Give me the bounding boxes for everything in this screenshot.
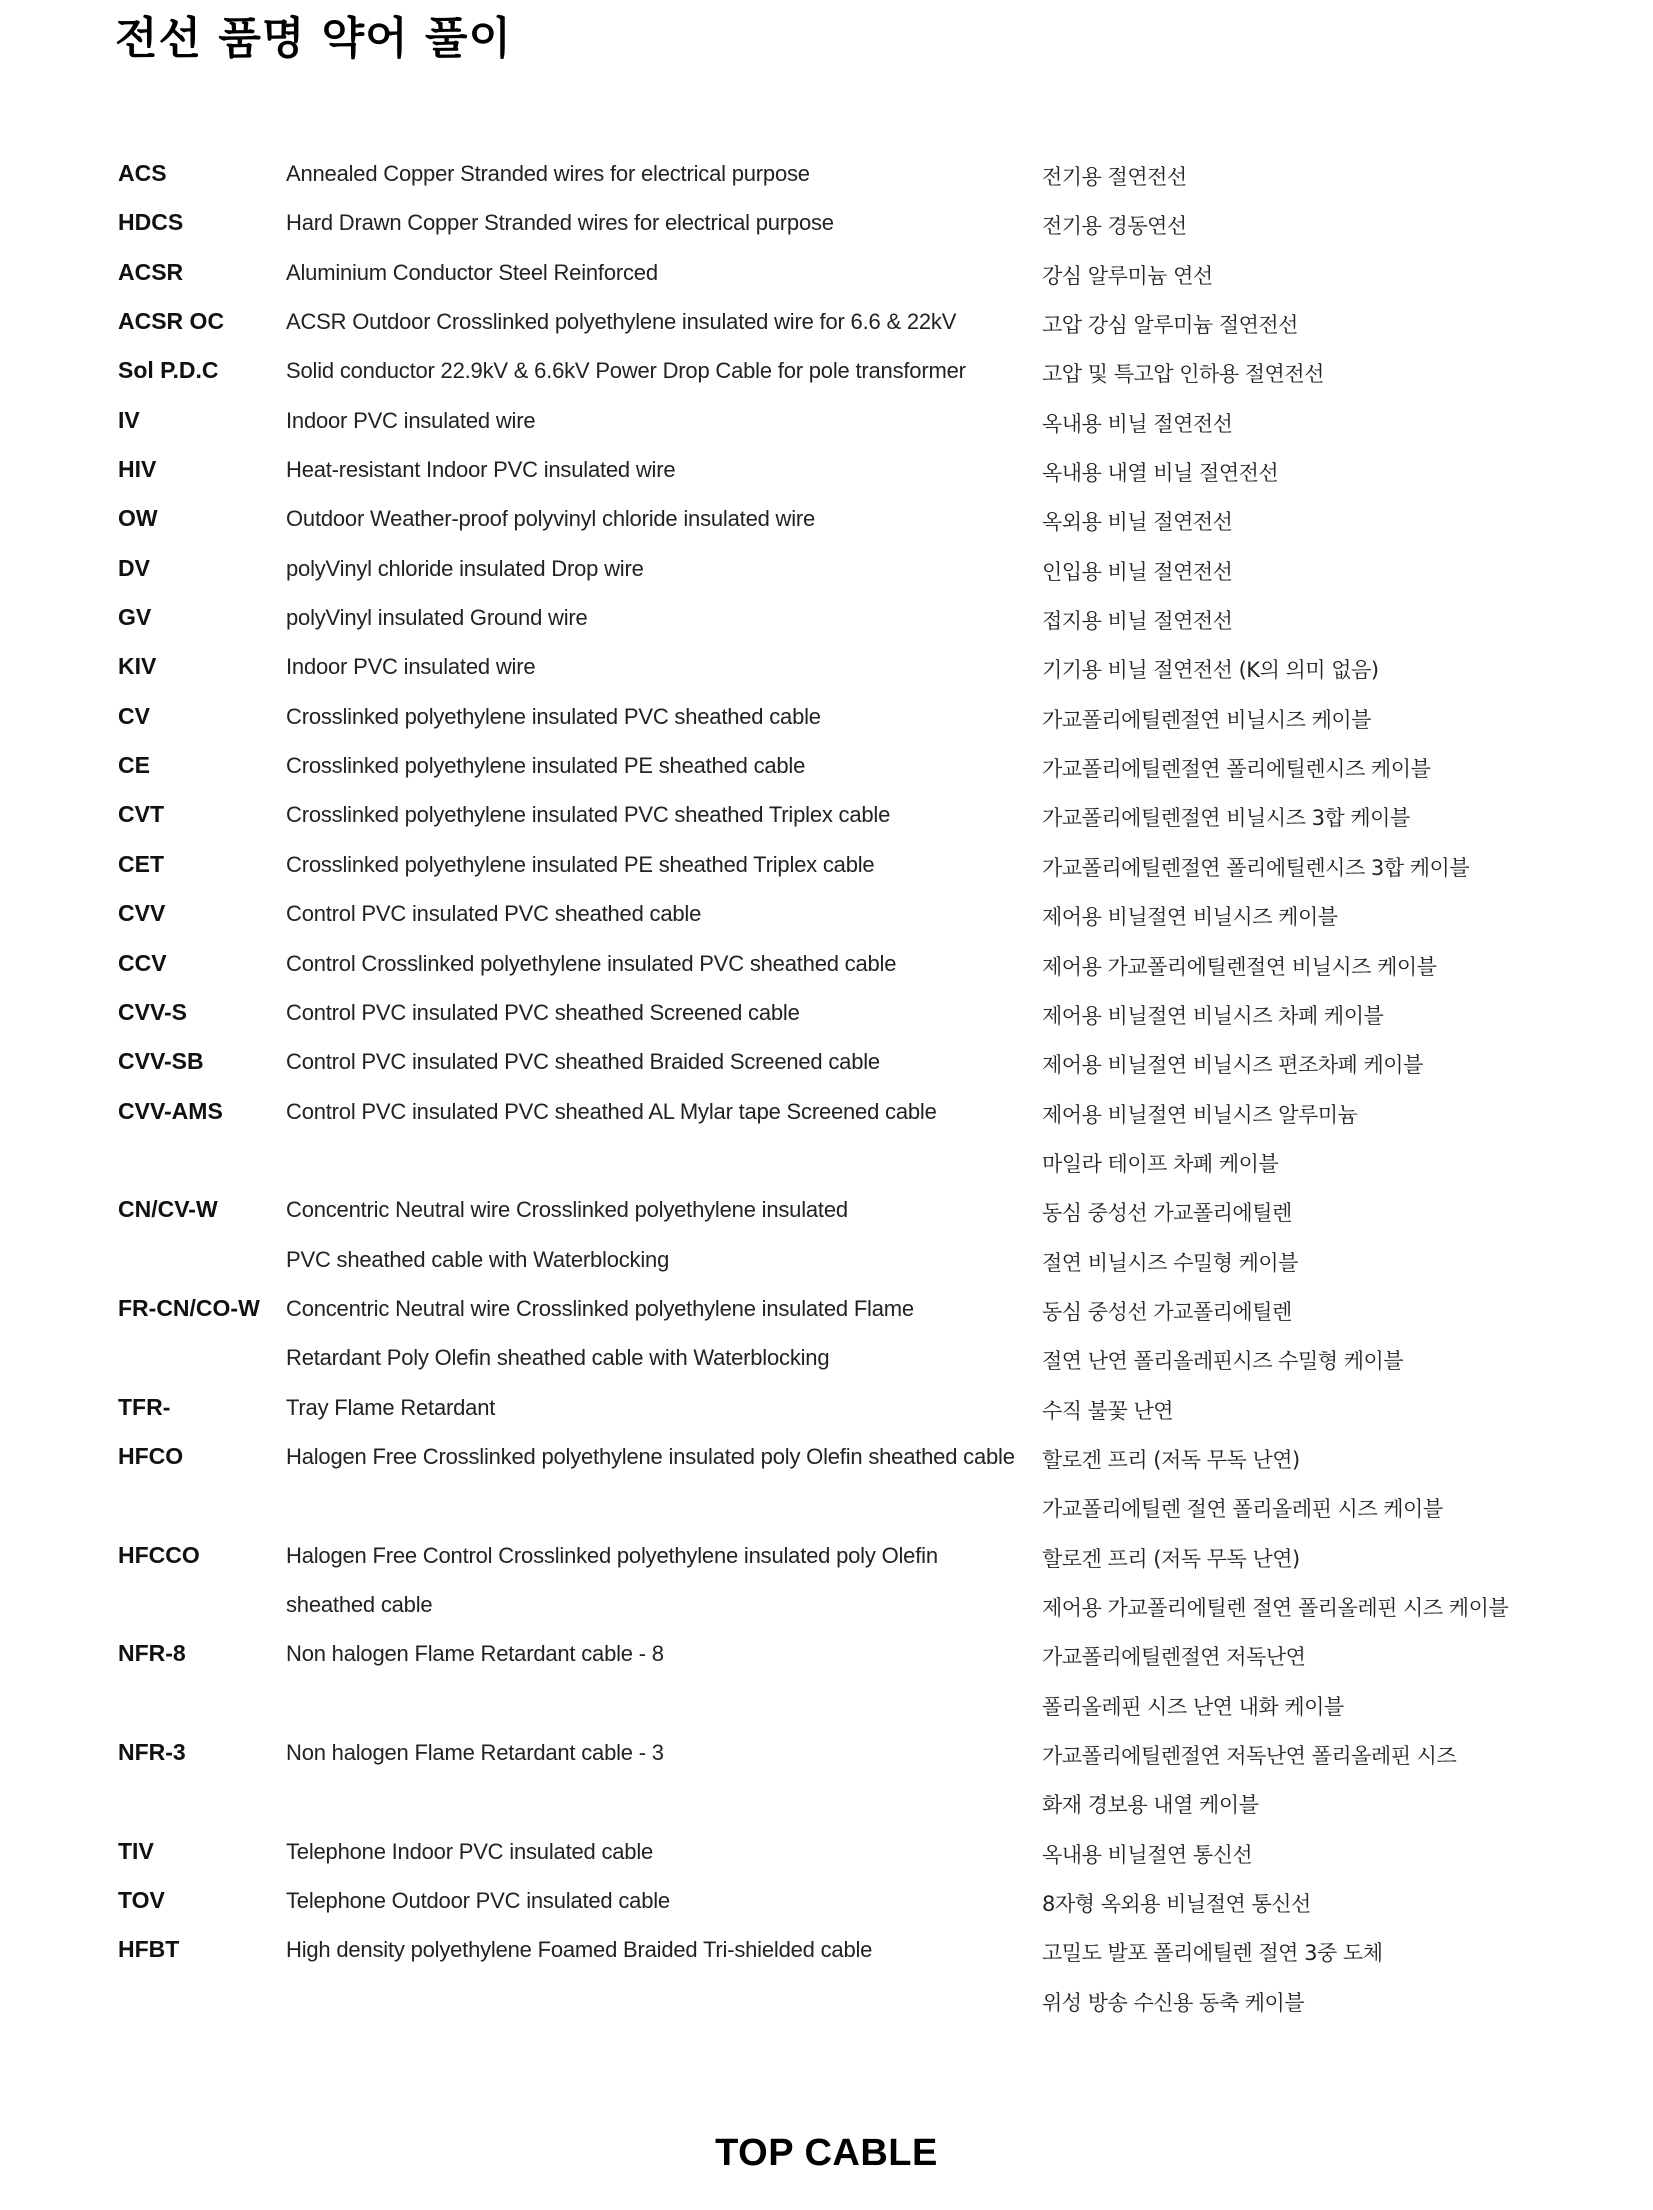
glossary-row <box>118 1632 1538 1681</box>
korean-description: 고압 및 특고압 인하용 절연전선 <box>1042 362 1324 387</box>
abbreviation: TFR- <box>118 1393 171 1420</box>
glossary-row <box>118 1040 1538 1089</box>
korean-description: 가교폴리에틸렌절연 저독난연 <box>1042 1645 1306 1670</box>
korean-description: 수직 불꽃 난연 <box>1042 1398 1174 1423</box>
abbreviation: HIV <box>118 456 157 483</box>
korean-description: 가교폴리에틸렌절연 저독난연 폴리올레핀 시즈 <box>1042 1744 1457 1768</box>
english-description: PVC sheathed cable with Waterblocking <box>286 1246 670 1272</box>
english-description: polyVinyl chloride insulated Drop wire <box>286 555 644 581</box>
glossary-row <box>118 1780 1538 1829</box>
korean-description: 전기용 경동연선 <box>1042 214 1187 239</box>
english-description: Telephone Indoor PVC insulated cable <box>286 1838 654 1864</box>
english-description: Retardant Poly Olefin sheathed cable with Waterblocking <box>286 1345 830 1371</box>
english-description: Solid conductor 22.9kV & 6.6kV Power Drop Cable for pole transformer <box>286 358 966 384</box>
korean-description: 강심 알루미늄 연선 <box>1042 263 1213 288</box>
english-description: Aluminium Conductor Steel Reinforced <box>286 259 658 285</box>
abbreviation: NFR-3 <box>118 1739 186 1765</box>
glossary-row <box>118 1830 1538 1879</box>
korean-description: 제어용 비닐절연 비닐시즈 편조차폐 케이블 <box>1042 1053 1423 1078</box>
abbreviation-glossary <box>118 152 1538 2027</box>
korean-description: 화재 경보용 내열 케이블 <box>1042 1793 1259 1818</box>
abbreviation: CE <box>118 752 150 779</box>
glossary-row <box>118 1336 1538 1385</box>
abbreviation: CVT <box>118 801 164 828</box>
abbreviation: OW <box>118 505 158 532</box>
glossary-row <box>118 1139 1538 1188</box>
glossary-row <box>118 843 1538 892</box>
footer-brand: TOP CABLE <box>715 2132 938 2174</box>
korean-description: 가교폴리에틸렌절연 폴리에틸렌시즈 3합 케이블 <box>1042 855 1470 880</box>
glossary-row <box>118 349 1538 398</box>
english-description: Heat-resistant Indoor PVC insulated wire <box>286 457 676 483</box>
korean-description: 제어용 비닐절연 비닐시즈 알루미늄 <box>1042 1102 1358 1127</box>
korean-description: 옥외용 비닐 절연전선 <box>1042 510 1233 535</box>
glossary-row <box>118 892 1538 941</box>
glossary-row <box>118 1435 1538 1484</box>
korean-description: 절연 난연 폴리올레핀시즈 수밀형 케이블 <box>1042 1349 1404 1374</box>
korean-description: 마일라 테이프 차폐 케이블 <box>1042 1151 1279 1176</box>
english-description: Non halogen Flame Retardant cable - 8 <box>286 1641 664 1667</box>
english-description: Annealed Copper Stranded wires for electrical purpose <box>286 161 810 186</box>
english-description: Concentric Neutral wire Crosslinked polyethylene insulated <box>286 1197 848 1223</box>
glossary-row <box>118 201 1538 250</box>
glossary-row <box>118 251 1538 300</box>
abbreviation: TOV <box>118 1887 165 1914</box>
glossary-row <box>118 1978 1538 2027</box>
english-description: Hard Drawn Copper Stranded wires for electrical purpose <box>286 210 834 236</box>
korean-description: 가교폴리에틸렌절연 비닐시즈 3합 케이블 <box>1042 806 1410 831</box>
korean-description: 제어용 가교폴리에틸렌절연 비닐시즈 케이블 <box>1042 954 1437 979</box>
glossary-row <box>118 1188 1538 1237</box>
page-title: 전선 품명 약어 풀이 <box>115 13 512 64</box>
glossary-row <box>118 1928 1538 1977</box>
abbreviation: FR-CN/CO-W <box>118 1294 260 1321</box>
glossary-row <box>118 1731 1538 1780</box>
english-description: Halogen Free Crosslinked polyethylene insulated poly Olefin sheathed cable <box>286 1443 1015 1469</box>
abbreviation: TIV <box>118 1837 154 1864</box>
english-description: Concentric Neutral wire Crosslinked polyethylene insulated Flame <box>286 1295 914 1321</box>
english-description: Tray Flame Retardant <box>286 1394 496 1420</box>
english-description: Control PVC insulated PVC sheathed Screened cable <box>286 999 800 1025</box>
glossary-row <box>118 793 1538 842</box>
glossary-row <box>118 152 1538 201</box>
korean-description: 할로겐 프리 (저독 무독 난연) <box>1042 1447 1300 1472</box>
korean-description: 인입용 비닐 절연전선 <box>1042 559 1233 584</box>
english-description: High density polyethylene Foamed Braided Tri-shielded cable <box>286 1937 873 1963</box>
abbreviation: CN/CV-W <box>118 1196 218 1223</box>
korean-description: 옥내용 비닐절연 통신선 <box>1042 1842 1253 1867</box>
abbreviation: CVV-SB <box>118 1048 204 1075</box>
glossary-row <box>118 942 1538 991</box>
abbreviation: GV <box>118 604 152 631</box>
korean-description: 제어용 비닐절연 비닐시즈 케이블 <box>1042 905 1338 930</box>
glossary-row <box>118 1287 1538 1336</box>
english-description: Control Crosslinked polyethylene insulated PVC sheathed cable <box>286 950 897 976</box>
glossary-row <box>118 1682 1538 1731</box>
glossary-row <box>118 695 1538 744</box>
english-description: Crosslinked polyethylene insulated PE sheathed Triplex cable <box>286 851 875 877</box>
abbreviation: CVV-AMS <box>118 1097 223 1124</box>
glossary-row <box>118 399 1538 448</box>
korean-description: 전기용 절연전선 <box>1042 165 1187 189</box>
abbreviation: IV <box>118 406 140 433</box>
abbreviation: HFBT <box>118 1936 180 1963</box>
abbreviation: KIV <box>118 653 157 680</box>
korean-description: 고압 강심 알루미늄 절연전선 <box>1042 313 1298 338</box>
english-description: polyVinyl insulated Ground wire <box>286 605 588 631</box>
abbreviation: ACSR OC <box>118 308 225 335</box>
abbreviation: CVV <box>118 900 166 927</box>
english-description: Crosslinked polyethylene insulated PE sheathed cable <box>286 753 806 779</box>
abbreviation: CVV-S <box>118 998 188 1025</box>
glossary-row <box>118 1534 1538 1583</box>
glossary-row <box>118 596 1538 645</box>
korean-description: 가교폴리에틸렌절연 폴리에틸렌시즈 케이블 <box>1042 757 1431 782</box>
glossary-row <box>118 744 1538 793</box>
korean-description: 절연 비닐시즈 수밀형 케이블 <box>1042 1250 1298 1275</box>
abbreviation: HFCCO <box>118 1541 200 1568</box>
english-description: Non halogen Flame Retardant cable - 3 <box>286 1740 664 1765</box>
abbreviation: CV <box>118 702 150 729</box>
abbreviation: ACSR <box>118 258 184 285</box>
abbreviation: CCV <box>118 949 167 976</box>
glossary-row <box>118 1238 1538 1287</box>
korean-description: 동심 중성선 가교폴리에틸렌 <box>1042 1201 1292 1226</box>
abbreviation: HFCO <box>118 1442 184 1469</box>
english-description: Halogen Free Control Crosslinked polyethylene insulated poly Olefin <box>286 1542 938 1568</box>
korean-description: 할로겐 프리 (저독 무독 난연) <box>1042 1546 1300 1571</box>
glossary-row <box>118 1484 1538 1533</box>
english-description: Telephone Outdoor PVC insulated cable <box>286 1888 670 1914</box>
glossary-row <box>118 1090 1538 1139</box>
english-description: Crosslinked polyethylene insulated PVC sheathed cable <box>286 703 821 729</box>
glossary-row <box>118 991 1538 1040</box>
glossary-row <box>118 1879 1538 1928</box>
english-description: Control PVC insulated PVC sheathed cable <box>286 901 702 927</box>
glossary-row <box>118 645 1538 694</box>
korean-description: 8자형 옥외용 비닐절연 통신선 <box>1042 1892 1311 1917</box>
korean-description: 옥내용 비닐 절연전선 <box>1042 411 1233 436</box>
glossary-row <box>118 448 1538 497</box>
english-description: Crosslinked polyethylene insulated PVC sheathed Triplex cable <box>286 802 891 828</box>
abbreviation: ACS <box>118 160 167 186</box>
english-description: ACSR Outdoor Crosslinked polyethylene insulated wire for 6.6 & 22kV <box>286 309 957 335</box>
korean-description: 고밀도 발포 폴리에틸렌 절연 3중 도체 <box>1042 1941 1383 1966</box>
english-description: Indoor PVC insulated wire <box>286 654 536 680</box>
korean-description: 제어용 가교폴리에틸렌 절연 폴리올레핀 시즈 케이블 <box>1042 1595 1509 1620</box>
korean-description: 기기용 비닐 절연전선 (K의 의미 없음) <box>1042 658 1379 683</box>
glossary-row <box>118 547 1538 596</box>
glossary-row <box>118 300 1538 349</box>
english-description: sheathed cable <box>286 1591 433 1617</box>
abbreviation: NFR-8 <box>118 1640 186 1667</box>
glossary-row <box>118 1583 1538 1632</box>
abbreviation: CET <box>118 850 164 877</box>
korean-description: 제어용 비닐절연 비닐시즈 차폐 케이블 <box>1042 1003 1384 1028</box>
abbreviation: DV <box>118 554 150 581</box>
korean-description: 폴리올레핀 시즈 난연 내화 케이블 <box>1042 1694 1344 1719</box>
abbreviation: HDCS <box>118 209 184 236</box>
abbreviation: Sol P.D.C <box>118 357 219 384</box>
english-description: Outdoor Weather-proof polyvinyl chloride insulated wire <box>286 506 816 532</box>
glossary-row <box>118 497 1538 546</box>
english-description: Indoor PVC insulated wire <box>286 407 536 433</box>
english-description: Control PVC insulated PVC sheathed Braided Screened cable <box>286 1049 880 1075</box>
korean-description: 가교폴리에틸렌절연 비닐시즈 케이블 <box>1042 707 1371 732</box>
korean-description: 동심 중성선 가교폴리에틸렌 <box>1042 1299 1292 1324</box>
english-description: Control PVC insulated PVC sheathed AL Mylar tape Screened cable <box>286 1098 937 1124</box>
korean-description: 위성 방송 수신용 동축 케이블 <box>1042 1990 1305 2015</box>
glossary-row <box>118 1386 1538 1435</box>
korean-description: 옥내용 내열 비닐 절연전선 <box>1042 461 1279 486</box>
korean-description: 접지용 비닐 절연전선 <box>1042 609 1233 634</box>
korean-description: 가교폴리에틸렌 절연 폴리올레핀 시즈 케이블 <box>1042 1497 1443 1522</box>
